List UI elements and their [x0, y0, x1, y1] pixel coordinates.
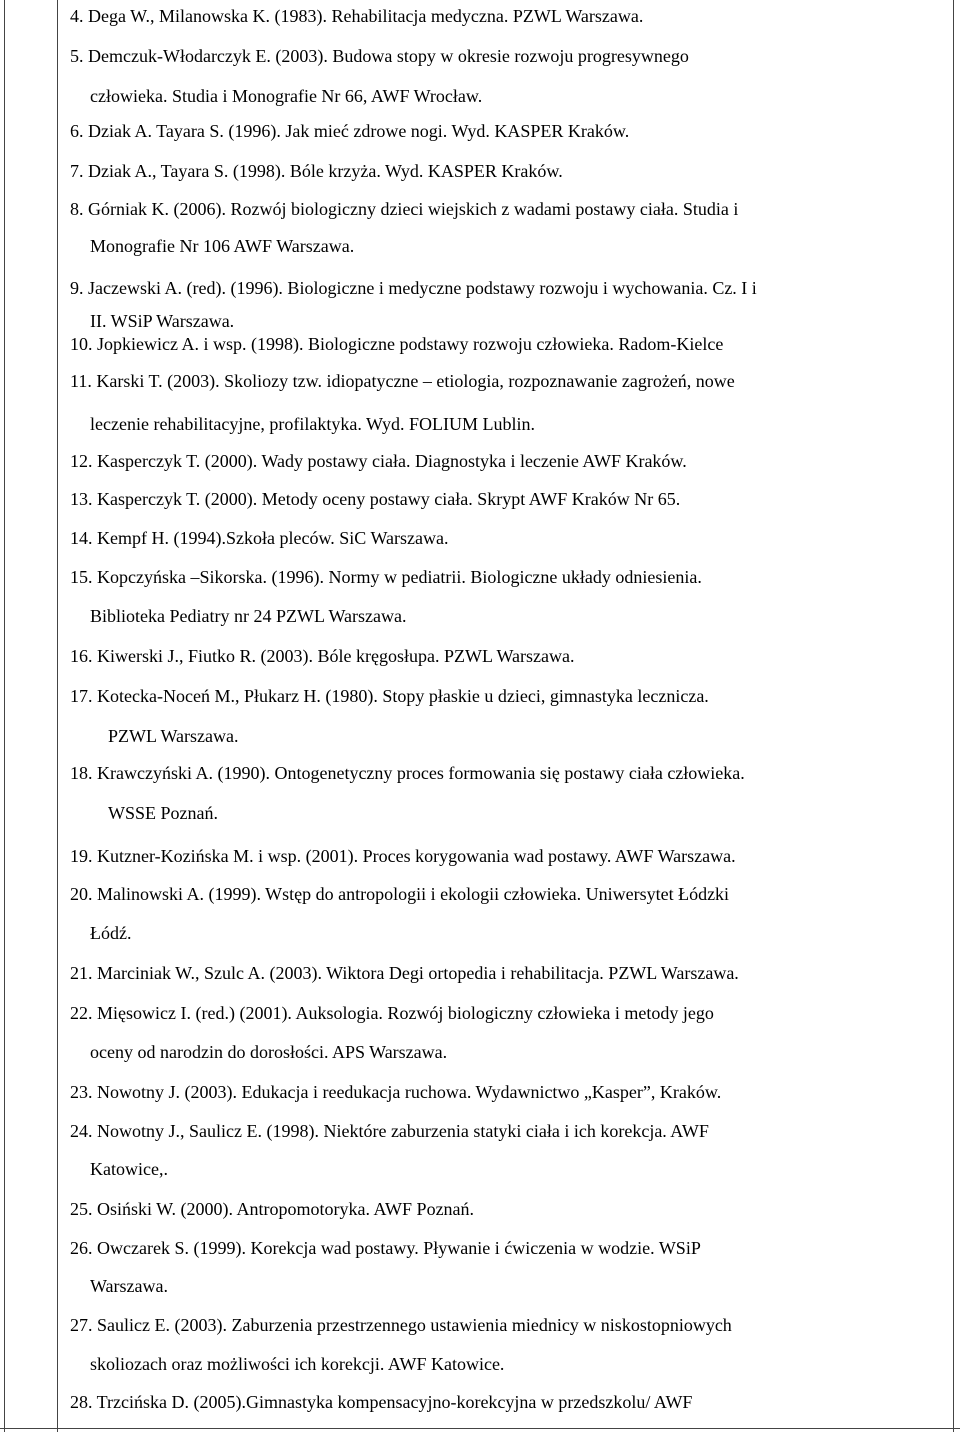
reference-line: 13. Kasperczyk T. (2000). Metody oceny postawy ciała. Skrypt AWF Kraków Nr 65.	[70, 489, 681, 509]
reference-line: 5. Demczuk-Włodarczyk E. (2003). Budowa stopy w okresie rozwoju progresywnego	[70, 46, 689, 66]
reference-line: 10. Jopkiewicz A. i wsp. (1998). Biologiczne podstawy rozwoju człowieka. Radom-Kielce	[70, 334, 724, 354]
reference-line: Łódź.	[90, 923, 132, 943]
reference-line: 11. Karski T. (2003). Skoliozy tzw. idiopatyczne – etiologia, rozpoznawanie zagrożeń, nowe	[70, 371, 735, 391]
reference-line: 14. Kempf H. (1994).Szkoła pleców. SiC Warszawa.	[70, 528, 449, 548]
reference-line: Katowice,.	[90, 1159, 168, 1179]
reference-line: 23. Nowotny J. (2003). Edukacja i reedukacja ruchowa. Wydawnictwo „Kasper”, Kraków.	[70, 1082, 722, 1102]
reference-line: Monografie Nr 106 AWF Warszawa.	[90, 236, 355, 256]
reference-line: 21. Marciniak W., Szulc A. (2003). Wiktora Degi ortopedia i rehabilitacja. PZWL Warszawa.	[70, 963, 739, 983]
reference-line: 12. Kasperczyk T. (2000). Wady postawy ciała. Diagnostyka i leczenie AWF Kraków.	[70, 451, 687, 471]
reference-line: 18. Krawczyński A. (1990). Ontogenetyczny proces formowania się postawy ciała człowieka.	[70, 763, 745, 783]
reference-line: 15. Kopczyńska –Sikorska. (1996). Normy w pediatrii. Biologiczne układy odniesienia.	[70, 567, 702, 587]
reference-line: leczenie rehabilitacyjne, profilaktyka. Wyd. FOLIUM Lublin.	[90, 414, 535, 434]
reference-line: oceny od narodzin do dorosłości. APS Warszawa.	[90, 1042, 448, 1062]
reference-line: 20. Malinowski A. (1999). Wstęp do antropologii i ekologii człowieka. Uniwersytet Łódzki	[70, 884, 730, 904]
reference-line: II. WSiP Warszawa.	[90, 311, 235, 331]
reference-line: 16. Kiwerski J., Fiutko R. (2003). Bóle kręgosłupa. PZWL Warszawa.	[70, 646, 575, 666]
reference-line: Warszawa.	[90, 1276, 169, 1296]
reference-line: 27. Saulicz E. (2003). Zaburzenia przestrzennego ustawienia miednicy w niskostopniowych	[70, 1315, 732, 1335]
reference-line: 26. Owczarek S. (1999). Korekcja wad postawy. Pływanie i ćwiczenia w wodzie. WSiP	[70, 1238, 701, 1258]
reference-line: 25. Osiński W. (2000). Antropomotoryka. AWF Poznań.	[70, 1199, 475, 1219]
table-border-column	[57, 0, 58, 1432]
reference-line: 6. Dziak A. Tayara S. (1996). Jak mieć zdrowe nogi. Wyd. KASPER Kraków.	[70, 121, 630, 141]
reference-line: 9. Jaczewski A. (red). (1996). Biologiczne i medyczne podstawy rozwoju i wychowania. Cz. I i	[70, 278, 757, 298]
reference-line: 22. Mięsowicz I. (red.) (2001). Auksologia. Rozwój biologiczny człowieka i metody jego	[70, 1003, 714, 1023]
reference-line: WSSE Poznań.	[108, 803, 218, 823]
reference-line: Biblioteka Pediatry nr 24 PZWL Warszawa.	[90, 606, 407, 626]
reference-line: 7. Dziak A., Tayara S. (1998). Bóle krzyża. Wyd. KASPER Kraków.	[70, 161, 563, 181]
table-border-right	[953, 0, 954, 1432]
reference-line: człowieka. Studia i Monografie Nr 66, AWF Wrocław.	[90, 86, 483, 106]
reference-line: 17. Kotecka-Noceń M., Płukarz H. (1980). Stopy płaskie u dzieci, gimnastyka lecznicza.	[70, 686, 709, 706]
table-border-left	[4, 0, 5, 1432]
table-border-bottom	[0, 1428, 960, 1429]
reference-line: 28. Trzcińska D. (2005).Gimnastyka kompensacyjno-korekcyjna w przedszkolu/ AWF	[70, 1392, 693, 1412]
reference-line: skoliozach oraz możliwości ich korekcji. AWF Katowice.	[90, 1354, 505, 1374]
reference-line: 19. Kutzner-Kozińska M. i wsp. (2001). Proces korygowania wad postawy. AWF Warszawa.	[70, 846, 736, 866]
reference-line: 8. Górniak K. (2006). Rozwój biologiczny dzieci wiejskich z wadami postawy ciała. Studia i	[70, 199, 739, 219]
reference-line: 24. Nowotny J., Saulicz E. (1998). Niektóre zaburzenia statyki ciała i ich korekcja. AWF	[70, 1121, 709, 1141]
reference-line: PZWL Warszawa.	[108, 726, 239, 746]
reference-line: 4. Dega W., Milanowska K. (1983). Rehabilitacja medyczna. PZWL Warszawa.	[70, 6, 644, 26]
